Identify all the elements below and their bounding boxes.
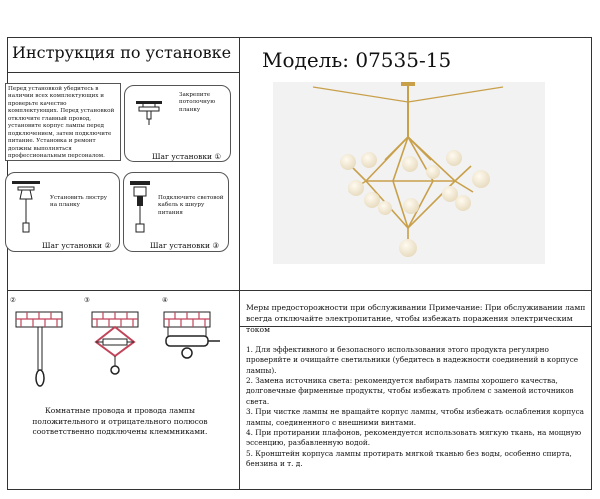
note-item-4: 4. При протирании плафонов, рекомендуется использовать мягкую ткань, на мощную эссенцию, разбавленную водой. [246,427,582,448]
step-3-label: Шаг установки ③ [150,241,220,250]
wiring-note: Комнатные провода и провода лампы положительного и отрицательного полюсов соответственно подключены клеммниками. [32,406,208,436]
wiring-diagram-1 [14,310,64,392]
section-divider [7,290,592,291]
intro-box [5,83,121,161]
step-3-box [123,172,229,252]
intro-text: Перед установкой убедитесь в наличии всех комплектующих и проверьте качество комплектующих. Перед установкой отключите главный провод, установите корпус лампы перед подключением, затем подключите питание. Установка и ремонт должны выполняться профессиональным персоналом. [8,86,115,159]
note-item-2: 2. Замена источника света: рекомендуется выбирать лампы хорошего качества, долговечные фирменные продукты, чтобы избежать проблем с заменой источников света. [246,376,574,406]
note-item-1: 1. Для эффективного и безопасного использования этого продукта регулярно проверяйте и очищайте светильники (убедитесь в надежности соединений в корпусе лампы). [246,345,579,375]
wiring-diagram-3 [160,310,224,392]
wiring-label-4: ④ [162,296,168,304]
column-divider [239,37,240,490]
wiring-diagram-2 [88,310,144,392]
step-2-label: Шаг установки ② [42,241,112,250]
wiring-label-3: ③ [84,296,90,304]
wiring-label-2: ② [10,296,16,304]
product-photo [273,82,545,264]
step-2-box [5,172,120,252]
connect-cable-illustration [128,179,152,235]
note-item-5: 5. Кронштейн корпуса лампы протирать мягкой тканью без воды, особенно спирта, бензина и т. д. [246,448,572,468]
ceiling-plate-illustration [134,98,164,128]
note-item-3: 3. При чистке лампы не вращайте корпус лампы, чтобы избежать ослабления корпуса лампы, соединенного с внешними винтами. [246,407,585,427]
care-note: Меры предосторожности при обслуживании Примечание: При обслуживании ламп всегда отключайте электропитание, чтобы избежать поражения электрическим током [246,303,586,334]
instructions-title: Инструкция по установке [12,43,232,62]
mount-chandelier-illustration [10,179,44,235]
step-3-note: Подключите световой кабель к шнуру питания [158,195,224,216]
step-2-note: Установить люстру на планку [50,195,108,209]
maintenance-notes [246,345,588,469]
model-title: Модель: 07535-15 [262,48,452,72]
chandelier-illustration [273,82,545,264]
title-divider [7,72,239,73]
step-1-note: Закрепите потолочную планку [179,92,216,113]
step-1-box [124,85,231,162]
step-1-label: Шаг установки ① [152,152,222,161]
